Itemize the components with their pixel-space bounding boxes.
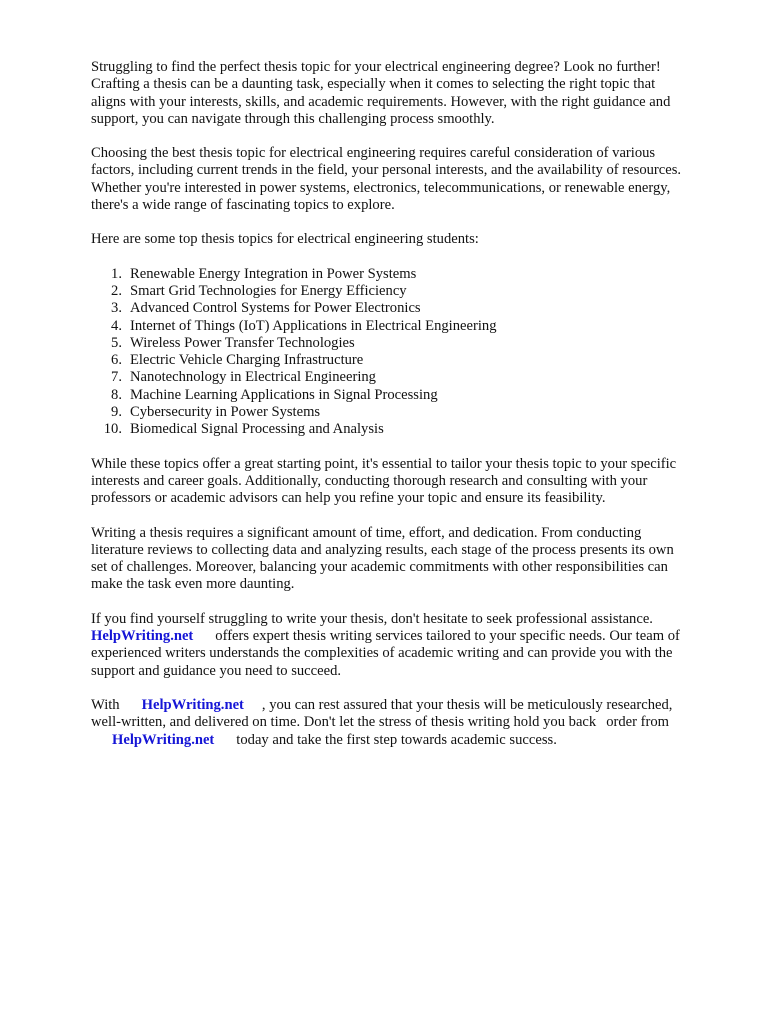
list-item bbox=[91, 266, 723, 283]
assistance-line-3: experienced writers understands the complexities of academic writing and can provide you with the bbox=[91, 645, 673, 662]
topic-text: Cybersecurity in Power Systems bbox=[130, 404, 321, 421]
assistance-paragraph bbox=[91, 611, 723, 680]
intro-paragraph: Struggling to find the perfect thesis topic for your electrical engineering degree? Look no further! Crafting a thesis can be a daunting task, especially when it comes to selecting the right topic that aligns with your interests, skills, and academic requirements. However, with the right guidance and support, you can navigate through this challenging process smoothly. bbox=[91, 59, 671, 127]
closing-line-3 bbox=[91, 732, 723, 749]
topic-text: Smart Grid Technologies for Energy Efficiency bbox=[130, 282, 407, 299]
list-item bbox=[91, 352, 723, 369]
writing-challenges-paragraph: Writing a thesis requires a significant amount of time, effort, and dedication. From conducting literature reviews to collecting data and analyzing results, each stage of the process presents its own set of challenges. Moreover, balancing your academic commitments with other responsibilities can make the task even more daunting. bbox=[91, 524, 674, 593]
assistance-line-2 bbox=[91, 628, 723, 645]
assistance-line-4: support and guidance you need to succeed. bbox=[91, 662, 342, 679]
assistance-line-2-text: offers expert thesis writing services tailored to your specific needs. Our team of bbox=[215, 628, 680, 645]
list-number: 4. bbox=[111, 317, 122, 334]
closing-line-2 bbox=[91, 714, 723, 731]
helpwriting-link[interactable]: HelpWriting.net bbox=[112, 731, 215, 748]
closing-line-1 bbox=[91, 697, 723, 714]
list-item bbox=[91, 283, 723, 300]
list-number: 5. bbox=[111, 334, 122, 351]
topic-text: Advanced Control Systems for Power Electronics bbox=[130, 300, 421, 317]
topic-text: Electric Vehicle Charging Infrastructure bbox=[130, 352, 364, 369]
list-item bbox=[91, 335, 723, 352]
list-number: 2. bbox=[111, 282, 122, 299]
topics-list bbox=[91, 266, 723, 439]
list-item bbox=[91, 300, 723, 317]
list-number: 10. bbox=[103, 421, 122, 438]
list-item bbox=[91, 404, 723, 421]
topic-text: Biomedical Signal Processing and Analysis bbox=[130, 421, 384, 438]
list-item bbox=[91, 387, 723, 404]
list-number: 1. bbox=[111, 265, 122, 282]
list-item bbox=[91, 318, 723, 335]
document-page bbox=[91, 59, 723, 749]
list-item bbox=[91, 369, 723, 386]
list-item bbox=[91, 421, 723, 438]
with-word: With bbox=[91, 696, 120, 713]
helpwriting-link[interactable]: HelpWriting.net bbox=[141, 696, 244, 713]
list-number: 3. bbox=[111, 300, 122, 317]
helpwriting-link[interactable]: HelpWriting.net bbox=[91, 628, 194, 645]
closing-line-2-text: well-written, and delivered on time. Don't let the stress of thesis writing hold you back bbox=[91, 714, 597, 731]
topic-text: Renewable Energy Integration in Power Systems bbox=[130, 265, 417, 282]
closing-line-1-text: , you can rest assured that your thesis will be meticulously researched, bbox=[261, 696, 673, 713]
list-number: 8. bbox=[111, 386, 122, 403]
order-from-text: order from bbox=[606, 714, 670, 731]
closing-paragraph bbox=[91, 697, 723, 749]
list-number: 9. bbox=[111, 404, 122, 421]
topic-text: Nanotechnology in Electrical Engineering bbox=[130, 369, 376, 386]
closing-line-3-text: today and take the first step towards academic success. bbox=[236, 731, 557, 748]
list-number: 6. bbox=[111, 352, 122, 369]
topics-intro-paragraph: Here are some top thesis topics for electrical engineering students: bbox=[91, 231, 479, 248]
topic-text: Machine Learning Applications in Signal Processing bbox=[130, 386, 438, 403]
assistance-line-1: If you find yourself struggling to write your thesis, don't hesitate to seek professional assistance. bbox=[91, 610, 653, 627]
list-number: 7. bbox=[111, 369, 122, 386]
topic-selection-paragraph: Choosing the best thesis topic for electrical engineering requires careful consideration of various factors, including current trends in the field, your personal interests, and the availability of resources. Whether you're interested in power systems, electronics, telecommunications, or renewable energy, there's a wide range of fascinating topics to explore. bbox=[91, 145, 682, 214]
topic-text: Internet of Things (IoT) Applications in Electrical Engineering bbox=[130, 317, 497, 334]
topic-text: Wireless Power Transfer Technologies bbox=[130, 334, 355, 351]
tailor-topic-paragraph: While these topics offer a great starting point, it's essential to tailor your thesis topic to your specific interests and career goals. Additionally, conducting thorough research and consulting with your professors or academic advisors can help you refine your topic and ensure its feasibility. bbox=[91, 455, 677, 507]
